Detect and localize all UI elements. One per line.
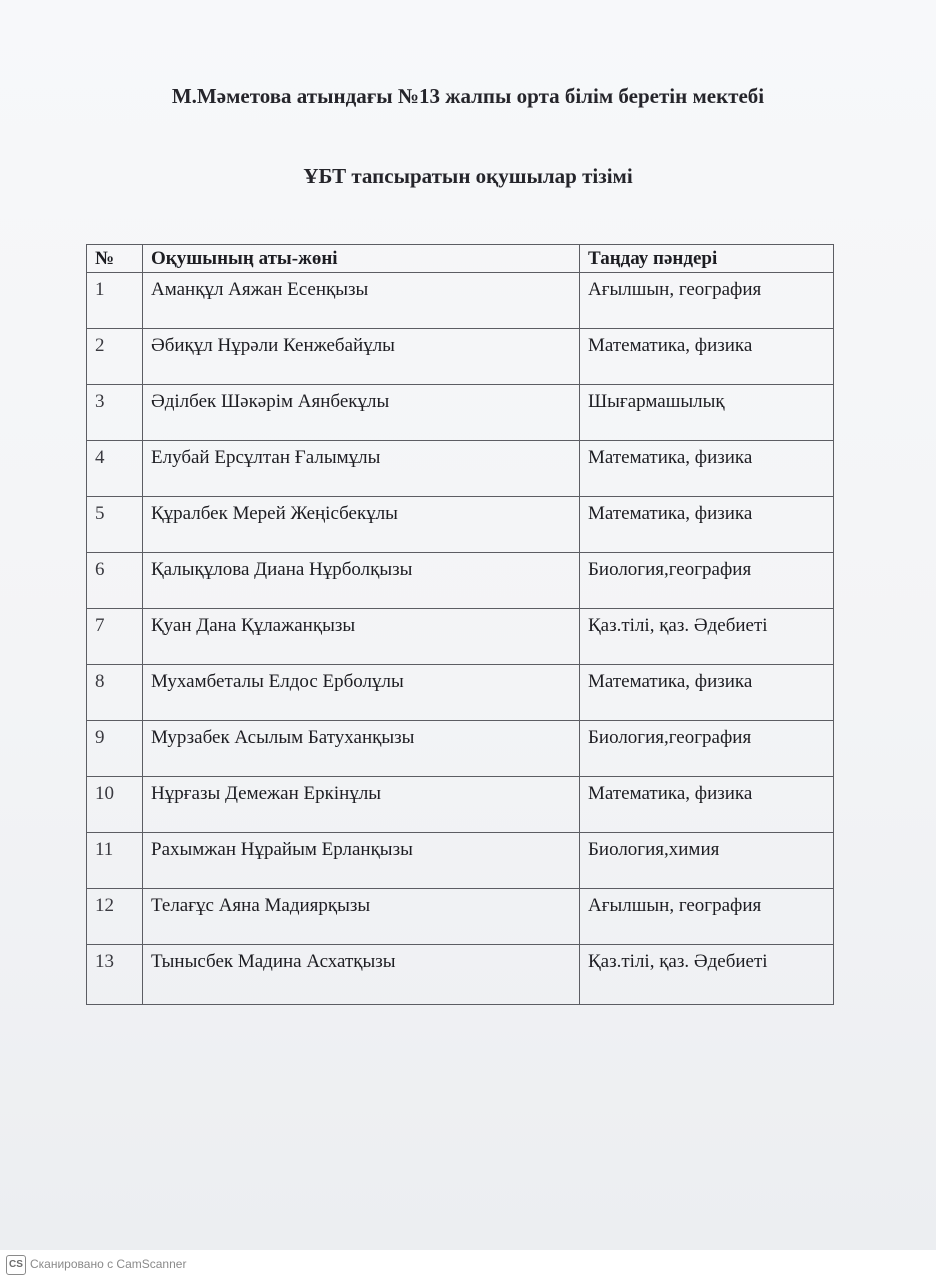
student-name: Тынысбек Мадина Асхатқызы — [143, 945, 580, 1005]
elective-subjects: Математика, физика — [580, 441, 834, 497]
row-number: 8 — [87, 665, 143, 721]
row-number: 1 — [87, 273, 143, 329]
students-table — [86, 244, 834, 1005]
elective-subjects: Ағылшын, география — [580, 889, 834, 945]
student-name: Құралбек Мерей Жеңісбекұлы — [143, 497, 580, 553]
student-name: Әділбек Шәкәрім Аянбекұлы — [143, 385, 580, 441]
row-number: 6 — [87, 553, 143, 609]
student-name: Телағұс Аяна Мадиярқызы — [143, 889, 580, 945]
table-row — [87, 665, 834, 721]
scanner-watermark-text: Сканировано с CamScanner — [30, 1257, 187, 1271]
row-number: 9 — [87, 721, 143, 777]
student-name: Мухамбеталы Елдос Ерболұлы — [143, 665, 580, 721]
row-number: 4 — [87, 441, 143, 497]
header-number: № — [87, 245, 143, 273]
header-elective-subjects: Таңдау пәндері — [580, 245, 834, 273]
elective-subjects: Математика, физика — [580, 329, 834, 385]
elective-subjects: Математика, физика — [580, 665, 834, 721]
row-number: 5 — [87, 497, 143, 553]
student-name: Мурзабек Асылым Батуханқызы — [143, 721, 580, 777]
table-row — [87, 441, 834, 497]
elective-subjects: Математика, физика — [580, 777, 834, 833]
elective-subjects: Биология,химия — [580, 833, 834, 889]
header-student-name: Оқушының аты-жөні — [143, 245, 580, 273]
row-number: 7 — [87, 609, 143, 665]
row-number: 12 — [87, 889, 143, 945]
elective-subjects: Қаз.тілі, қаз. Әдебиеті — [580, 945, 834, 1005]
table-row — [87, 497, 834, 553]
student-name: Елубай Ерсұлтан Ғалымұлы — [143, 441, 580, 497]
student-name: Қалықұлова Диана Нұрболқызы — [143, 553, 580, 609]
elective-subjects: Ағылшын, география — [580, 273, 834, 329]
elective-subjects: Математика, физика — [580, 497, 834, 553]
elective-subjects: Биология,география — [580, 721, 834, 777]
student-name: Нұрғазы Демежан Еркінұлы — [143, 777, 580, 833]
table-row — [87, 609, 834, 665]
row-number: 2 — [87, 329, 143, 385]
table-row — [87, 889, 834, 945]
row-number: 10 — [87, 777, 143, 833]
row-number: 11 — [87, 833, 143, 889]
scanner-footer — [0, 1250, 936, 1280]
school-title: М.Мәметова атындағы №13 жалпы орта білім беретін мектебі — [171, 84, 765, 108]
table-row — [87, 945, 834, 1005]
table-header-row — [87, 245, 834, 273]
row-number: 13 — [87, 945, 143, 1005]
table-row — [87, 385, 834, 441]
camscanner-logo-icon: CS — [6, 1255, 26, 1275]
table-row — [87, 273, 834, 329]
table-row — [87, 329, 834, 385]
student-name: Қуан Дана Құлажанқызы — [143, 609, 580, 665]
row-number: 3 — [87, 385, 143, 441]
table-row — [87, 553, 834, 609]
table-row — [87, 721, 834, 777]
elective-subjects: Қаз.тілі, қаз. Әдебиеті — [580, 609, 834, 665]
table-row — [87, 833, 834, 889]
elective-subjects: Биология,география — [580, 553, 834, 609]
table-row — [87, 777, 834, 833]
student-name: Аманқұл Аяжан Есенқызы — [143, 273, 580, 329]
student-name: Рахымжан Нұрайым Ерланқызы — [143, 833, 580, 889]
elective-subjects: Шығармашылық — [580, 385, 834, 441]
student-name: Әбиқұл Нұрәли Кенжебайұлы — [143, 329, 580, 385]
list-title: ҰБТ тапсыратын оқушылар тізімі — [303, 164, 633, 188]
